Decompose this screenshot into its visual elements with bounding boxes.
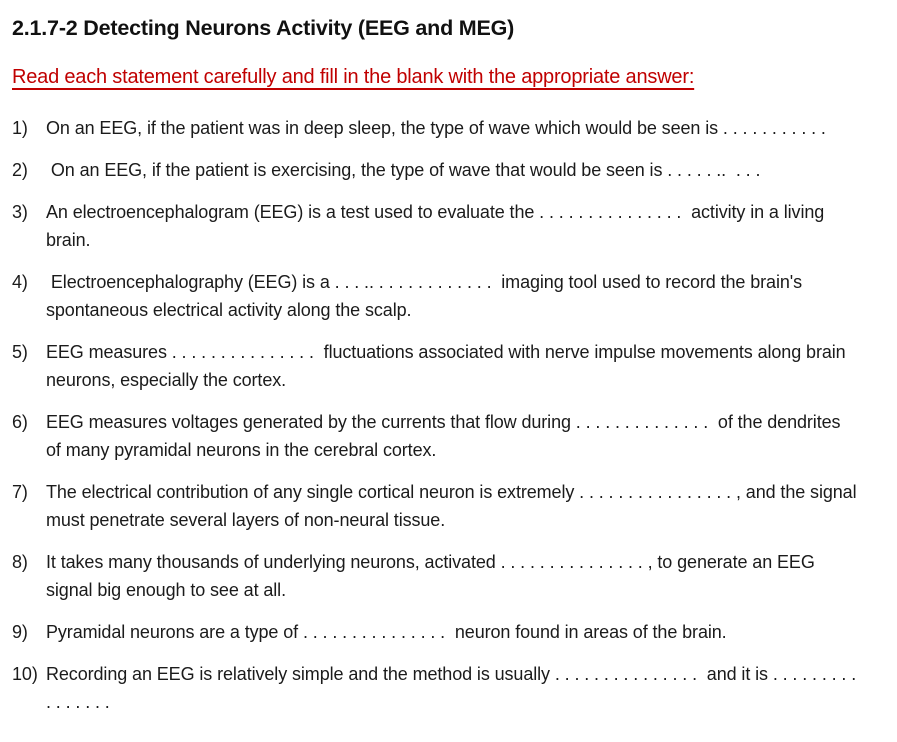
question-item-3 xyxy=(12,198,883,254)
question-item-6 xyxy=(12,408,883,464)
question-item-2 xyxy=(12,156,883,184)
question-number: 5) xyxy=(12,342,28,362)
instruction-text: Read each statement carefully and fill in the blank with the appropriate answer: xyxy=(12,66,695,88)
question-item-9 xyxy=(12,618,883,646)
question-text: It takes many thousands of underlying neurons, activated . . . . . . . . . . . . . . . , to generate an EEG signal big enough to see at all. xyxy=(46,552,820,600)
question-text: EEG measures . . . . . . . . . . . . . . . fluctuations associated with nerve impulse movements along brain neurons, especially the cortex. xyxy=(46,342,851,390)
question-item-5 xyxy=(12,338,883,394)
question-number: 2) xyxy=(12,160,28,180)
question-number: 1) xyxy=(12,118,28,138)
question-number: 9) xyxy=(12,622,28,642)
question-item-7 xyxy=(12,478,883,534)
question-text: Pyramidal neurons are a type of . . . . . . . . . . . . . . . neuron found in areas of the brain. xyxy=(46,622,727,642)
question-item-10 xyxy=(12,660,883,716)
question-text: Electroencephalography (EEG) is a . . . .. . . . . . . . . . . . . imaging tool used to record the brain's spontaneous electrical activity along the scalp. xyxy=(46,272,807,320)
question-text: The electrical contribution of any single cortical neuron is extremely . . . . . . . . . . . . . . . . , and the signal must penetrate several layers of non-neural tissue. xyxy=(46,482,862,530)
question-number: 10) xyxy=(12,664,38,684)
question-item-4 xyxy=(12,268,883,324)
question-number: 6) xyxy=(12,412,28,432)
question-number: 7) xyxy=(12,482,28,502)
question-number: 4) xyxy=(12,272,28,292)
question-text: Recording an EEG is relatively simple and the method is usually . . . . . . . . . . . . . . . and it is . . . . . . . . . . . . . . . . xyxy=(46,664,862,712)
question-number: 8) xyxy=(12,552,28,572)
question-number: 3) xyxy=(12,202,28,222)
question-item-1 xyxy=(12,114,883,142)
question-text: On an EEG, if the patient is exercising, the type of wave that would be seen is . . . . . .. . . . xyxy=(46,160,761,180)
question-item-8 xyxy=(12,548,883,604)
page-title: 2.1.7-2 Detecting Neurons Activity (EEG and MEG) xyxy=(12,16,515,40)
question-list xyxy=(12,114,883,716)
question-text: An electroencephalogram (EEG) is a test used to evaluate the . . . . . . . . . . . . . . . activity in a living brain. xyxy=(46,202,830,250)
question-text: On an EEG, if the patient was in deep sleep, the type of wave which would be seen is . . . . . . . . . . . xyxy=(46,118,826,138)
question-text: EEG measures voltages generated by the currents that flow during . . . . . . . . . . . . . . of the dendrites of many pyramidal neurons in the cerebral cortex. xyxy=(46,412,846,460)
